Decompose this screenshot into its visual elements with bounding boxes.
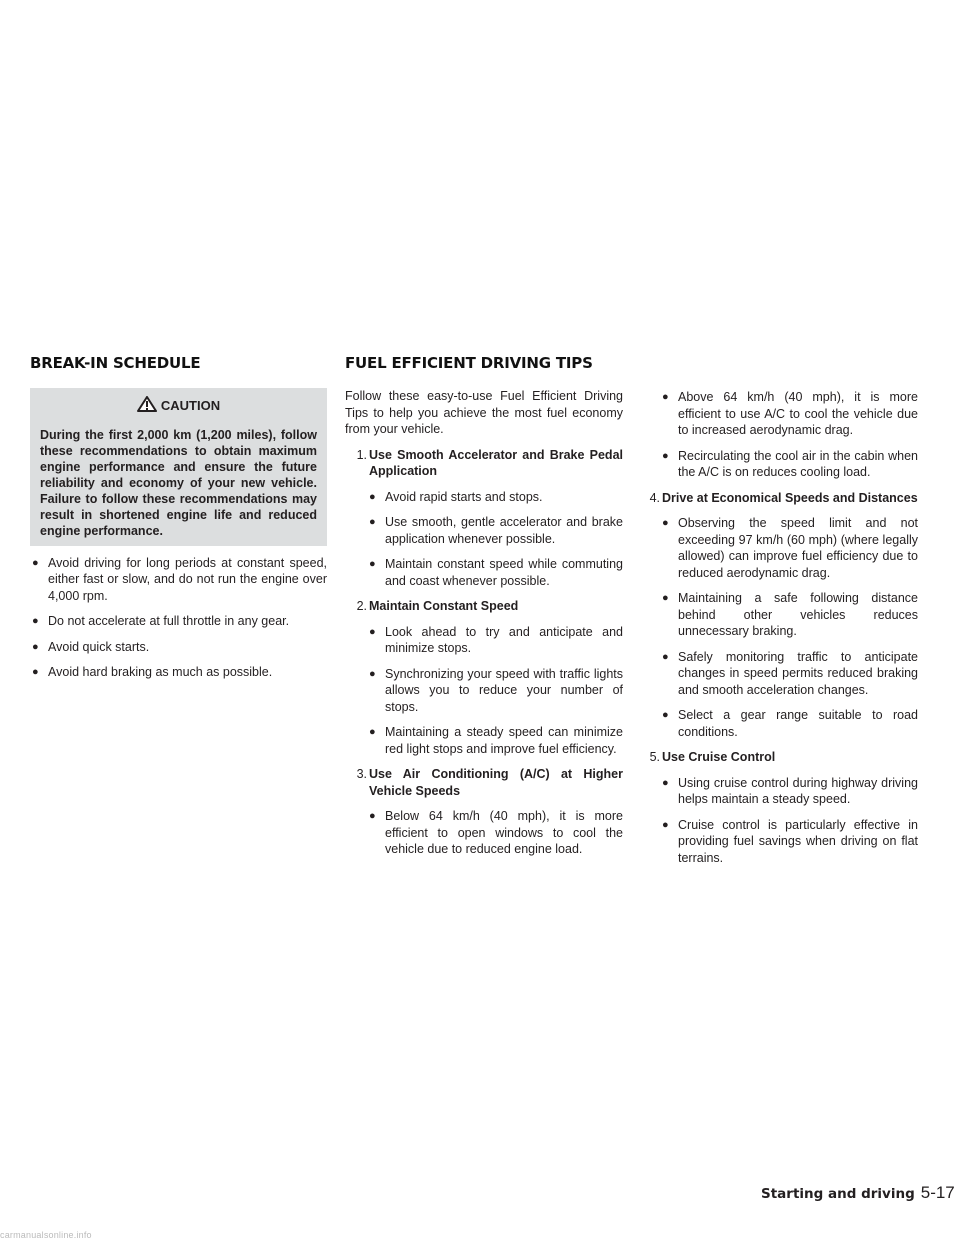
tips-list-part-2 (638, 389, 918, 866)
bullet-text: Maintain constant speed while commuting and coast whenever possible. (385, 557, 623, 588)
bullet-dot-icon: ● (369, 810, 376, 822)
bullet-text: Avoid rapid starts and stops. (385, 489, 543, 504)
bullet-item (660, 775, 918, 808)
caution-title: CAUTION (160, 398, 221, 413)
bullet-text: Safely monitoring traffic to anticipate changes in speed permits reduced braking and smooth acceleration changes. (678, 649, 918, 697)
bullet-dot-icon: ● (369, 625, 376, 638)
caution-header (40, 396, 317, 417)
bullet-dot-icon: ● (369, 516, 376, 528)
bullet-text: Maintaining a steady speed can minimize red light stops and improve fuel efficiency. (385, 725, 623, 756)
bullet-dot-icon: ● (32, 556, 39, 569)
bullet-dot-icon: ● (369, 490, 376, 503)
bullet-item (660, 817, 918, 867)
bullet-text: Avoid driving for long periods at constant speed, either fast or slow, and do not run the engine over 4,000 rpm. (48, 555, 327, 603)
warning-icon (137, 396, 157, 417)
bullet-dot-icon: ● (369, 667, 376, 680)
bullet-text: Do not accelerate at full throttle in any gear. (48, 614, 290, 628)
fuel-tips-intro: Follow these easy-to-use Fuel Efficient Driving Tips to help you achieve the most fuel economy from your vehicle. (345, 389, 623, 436)
bullet-item (30, 664, 327, 681)
tip-heading (345, 766, 623, 799)
tip-number: 2. (356, 599, 367, 613)
bullet-text: Cruise control is particularly effective in providing fuel savings when driving on flat terrains. (678, 817, 918, 865)
bullet-dot-icon: ● (662, 818, 669, 831)
bullet-dot-icon: ● (32, 640, 39, 653)
tip-title: Use Cruise Control (662, 750, 776, 764)
bullet-item (367, 624, 623, 657)
heading-break-in-schedule: BREAK-IN SCHEDULE (30, 354, 201, 372)
bullet-text: Using cruise control during highway driving helps maintain a steady speed. (678, 775, 918, 806)
caution-text: During the first 2,000 km (1,200 miles), follow these recommendations to obtain maximum engine performance and ensure the future reliability and economy of your new vehicle. Failure to follow these recommendations may result in shortened engine life and reduced engine performance. (40, 427, 317, 538)
bullet-item (367, 556, 623, 589)
tip-title: Use Air Conditioning (A/C) at Higher Vehicle Speeds (369, 767, 623, 798)
break-in-bullet-list (30, 555, 327, 681)
bullet-text: Synchronizing your speed with traffic lights allows you to reduce your number of stops. (385, 666, 623, 714)
tip-number: 1. (356, 447, 367, 462)
bullet-dot-icon: ● (662, 592, 669, 604)
bullet-dot-icon: ● (662, 391, 669, 403)
bullet-dot-icon: ● (369, 726, 376, 738)
bullet-item (30, 613, 327, 630)
tip-heading (345, 598, 623, 615)
bullet-text: Below 64 km/h (40 mph), it is more efficient to open windows to cool the vehicle due to reduced engine load. (385, 809, 623, 856)
middle-column (345, 388, 623, 858)
bullet-item (30, 639, 327, 656)
bullet-text: Use smooth, gentle accelerator and brake application whenever possible. (385, 515, 623, 546)
bullet-dot-icon: ● (662, 449, 669, 462)
bullet-item (367, 489, 623, 506)
bullet-item (660, 590, 918, 640)
bullet-item (660, 448, 918, 481)
bullet-item (367, 514, 623, 547)
tip-heading (638, 749, 918, 766)
tip-title: Use Smooth Accelerator and Brake Pedal Application (369, 447, 623, 478)
bullet-item (367, 808, 623, 858)
watermark: carmanualsonline.info (0, 1230, 92, 1240)
bullet-dot-icon: ● (32, 615, 39, 627)
page-number: 5-17 (920, 1183, 955, 1202)
tip-number: 4. (649, 490, 660, 505)
bullet-dot-icon: ● (662, 517, 669, 529)
bullet-item (30, 555, 327, 605)
bullet-item (367, 724, 623, 757)
page-footer (761, 1183, 955, 1203)
bullet-text: Select a gear range suitable to road conditions. (678, 708, 918, 739)
bullet-text: Above 64 km/h (40 mph), it is more efficient to use A/C to cool the vehicle due to increased aerodynamic drag. (678, 390, 918, 437)
tip-title: Drive at Economical Speeds and Distances (662, 490, 918, 505)
footer-section-title: Starting and driving (761, 1186, 915, 1202)
right-column (638, 380, 918, 866)
tip-title: Maintain Constant Speed (369, 599, 519, 613)
bullet-dot-icon: ● (369, 558, 376, 570)
bullet-text: Avoid quick starts. (48, 639, 150, 654)
bullet-item (660, 515, 918, 581)
tips-list-part-1 (345, 447, 623, 858)
tip-number: 5. (649, 750, 660, 764)
bullet-item (660, 389, 918, 439)
left-column (30, 388, 327, 681)
tip-heading (345, 447, 623, 480)
bullet-dot-icon: ● (662, 709, 669, 721)
bullet-text: Recirculating the cool air in the cabin when the A/C is on reduces cooling load. (678, 448, 918, 479)
bullet-item (660, 707, 918, 740)
tip-heading (638, 490, 918, 507)
bullet-dot-icon: ● (662, 776, 669, 789)
bullet-dot-icon: ● (662, 650, 669, 663)
bullet-item (367, 666, 623, 716)
bullet-text: Observing the speed limit and not exceeding 97 km/h (60 mph) (where legally allowed) can improve fuel efficiency due to reduced aerodynamic drag. (678, 516, 918, 580)
bullet-text: Look ahead to try and anticipate and minimize stops. (385, 624, 623, 655)
heading-fuel-efficient-driving-tips: FUEL EFFICIENT DRIVING TIPS (345, 354, 593, 372)
tip-number: 3. (356, 767, 367, 781)
bullet-text: Avoid hard braking as much as possible. (48, 665, 273, 679)
bullet-text: Maintaining a safe following distance behind other vehicles reduces unnecessary braking. (678, 591, 918, 638)
caution-box (30, 388, 327, 546)
bullet-dot-icon: ● (32, 666, 39, 678)
bullet-item (660, 649, 918, 699)
